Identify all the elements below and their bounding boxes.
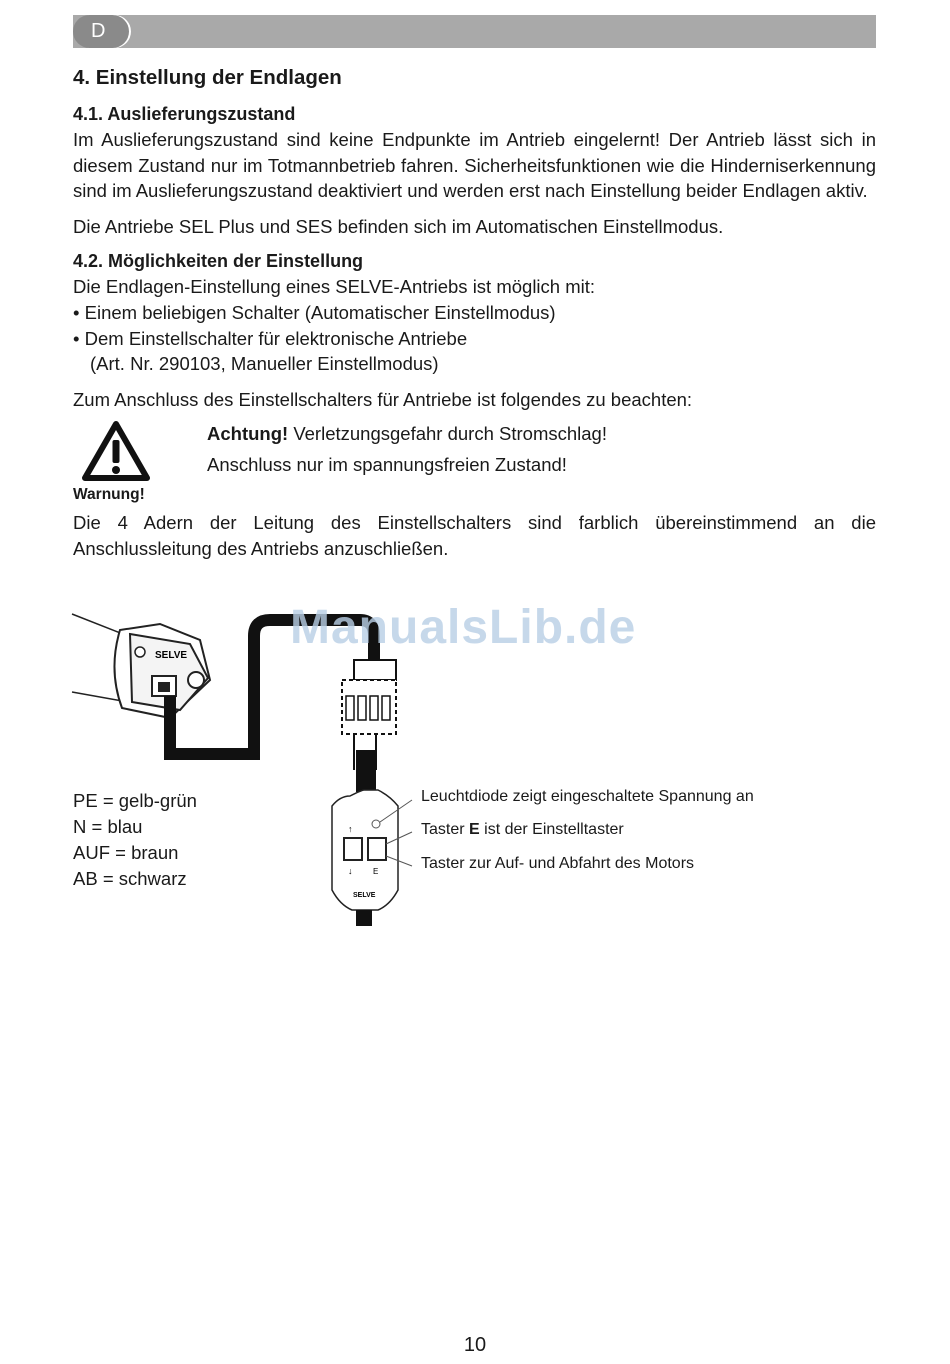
list-item: • Dem Einstellschalter für elektronische Antriebe [73,327,468,349]
e-button [368,838,386,860]
motor-brand-label: SELVE [155,650,188,661]
callout-led: Leuchtdiode zeigt eingeschaltete Spannung an [421,788,754,805]
callout-e-prefix: Taster [421,821,470,838]
warning-label: Warnung! [73,486,145,504]
warning-text [207,418,607,480]
list-item-continuation: (Art. Nr. 290103, Manueller Einstellmodus) [90,353,439,375]
subsection-title-4-1: 4.1. Auslieferungszustand [73,104,296,124]
page-number: 10 [463,1334,487,1356]
switch-e-label: E [373,867,379,876]
svg-text:↓: ↓ [348,866,353,876]
subsection-title-4-2: 4.2. Möglichkeiten der Einstellung [73,251,364,272]
setting-switch [332,790,412,926]
warning-bold: Achtung! [207,423,289,445]
legend-item: PE = gelb-grün [73,790,197,811]
svg-text:↑: ↑ [348,824,353,834]
section-title: 4. Einstellung der Endlagen [73,66,342,89]
legend-item: AB = schwarz [73,868,187,889]
legend-item: N = blau [73,816,143,837]
paragraph-auto-mode: Die Antriebe SEL Plus und SES befinden sich im Automatischen Einstellmodus. [73,215,724,237]
content [73,64,876,562]
language-badge: D [73,15,129,48]
up-down-button [344,838,362,860]
callout-up-down: Taster zur Auf- und Abfahrt des Motors [421,855,695,872]
callout-e-button [421,821,624,839]
watermark: ManualsLib.de [290,601,637,654]
paragraph-wiring: Die 4 Adern der Leitung des Einstellschalters sind farblich übereinstimmend an die Anschlussleitung des Antriebs anzuschließen. [73,512,876,559]
cable-connector [342,660,396,792]
motor-illustration [72,614,210,718]
wire-color-legend [73,788,197,892]
callout-e-suffix: ist der Einstelltaster [479,821,624,838]
paragraph-options-intro: Die Endlagen-Einstellung eines SELVE-Antriebs ist möglich mit: [73,276,596,298]
warning-line2: Anschluss nur im spannungsfreien Zustand! [207,454,567,476]
callout-e-bold: E [469,821,480,838]
list-item: • Einem beliebigen Schalter (Automatischer Einstellmodus) [73,301,556,323]
header-bar [73,15,876,48]
warning-line1: Verletzungsgefahr durch Stromschlag! [288,423,607,445]
warning-triangle-icon [81,420,151,482]
switch-brand-label: SELVE [353,892,376,899]
legend-item: AUF = braun [73,842,179,863]
warning-block [73,418,876,510]
paragraph-delivery-state: Im Auslieferungszustand sind keine Endpunkte im Antrieb eingelernt! Der Antrieb lässt sich in diesem Zustand nur im Totmannbetrieb fahren. Sicherheitsfunktionen wie die Hinderniserkennung sind im Auslieferungszustand deaktiviert und werden erst nach Einstellung beider Endlagen aktiv. [73,129,876,202]
paragraph-connection-note: Zum Anschluss des Einstellschalters für Antriebe ist folgendes zu beachten: [73,388,693,410]
